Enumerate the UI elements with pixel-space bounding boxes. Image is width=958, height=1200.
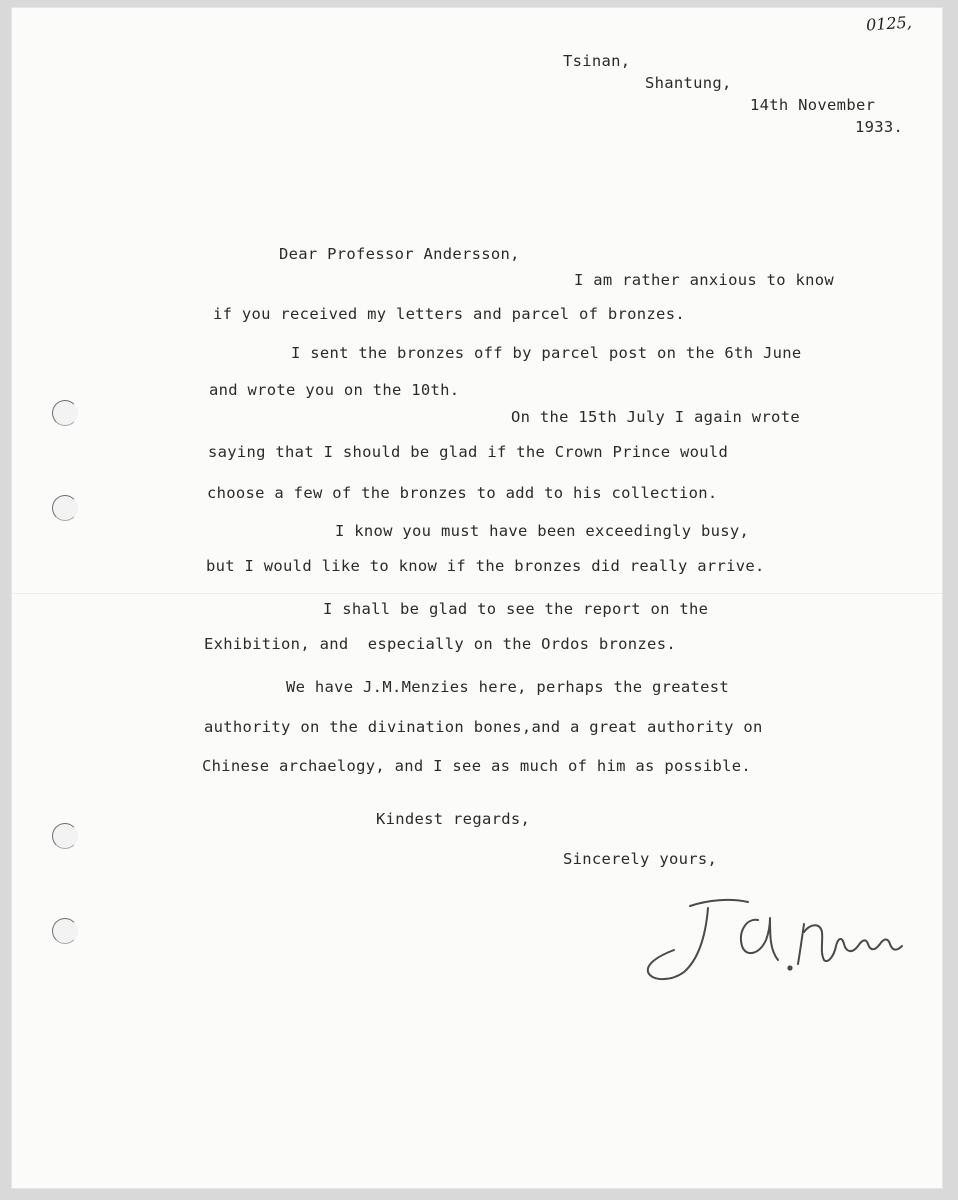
- body-line: Exhibition, and especially on the Ordos bronzes.: [204, 635, 676, 653]
- body-line: saying that I should be glad if the Crown Prince would: [208, 443, 729, 461]
- body-line: I know you must have been exceedingly busy,: [335, 522, 750, 540]
- letter-sheet: [12, 8, 942, 1188]
- punch-hole: [52, 823, 78, 849]
- body-line: and wrote you on the 10th.: [209, 381, 460, 399]
- archive-number: 0125,: [865, 12, 913, 35]
- body-line: We have J.M.Menzies here, perhaps the greatest: [286, 678, 730, 696]
- sender-city: Tsinan,: [563, 52, 631, 70]
- body-line: I am rather anxious to know: [574, 271, 835, 289]
- body-line: authority on the divination bones,and a great authority on: [204, 718, 763, 736]
- body-line: On the 15th July I again wrote: [511, 408, 800, 426]
- body-line: Chinese archaelogy, and I see as much of him as possible.: [202, 757, 752, 775]
- body-line: I sent the bronzes off by parcel post on the 6th June: [291, 344, 802, 362]
- body-line: but I would like to know if the bronzes did really arrive.: [206, 557, 765, 575]
- punch-hole: [52, 918, 78, 944]
- fold-line: [12, 593, 942, 594]
- letter-year: 1933.: [855, 118, 904, 136]
- punch-hole: [52, 495, 78, 521]
- signoff: Sincerely yours,: [563, 850, 718, 868]
- letter-date: 14th November: [750, 96, 876, 114]
- closing: Kindest regards,: [376, 810, 531, 828]
- salutation: Dear Professor Andersson,: [279, 245, 520, 263]
- signature: [638, 880, 918, 990]
- body-line: I shall be glad to see the report on the: [323, 600, 709, 618]
- body-line: choose a few of the bronzes to add to his collection.: [207, 484, 718, 502]
- sender-province: Shantung,: [645, 74, 732, 92]
- punch-hole: [52, 400, 78, 426]
- body-line: if you received my letters and parcel of bronzes.: [213, 305, 685, 323]
